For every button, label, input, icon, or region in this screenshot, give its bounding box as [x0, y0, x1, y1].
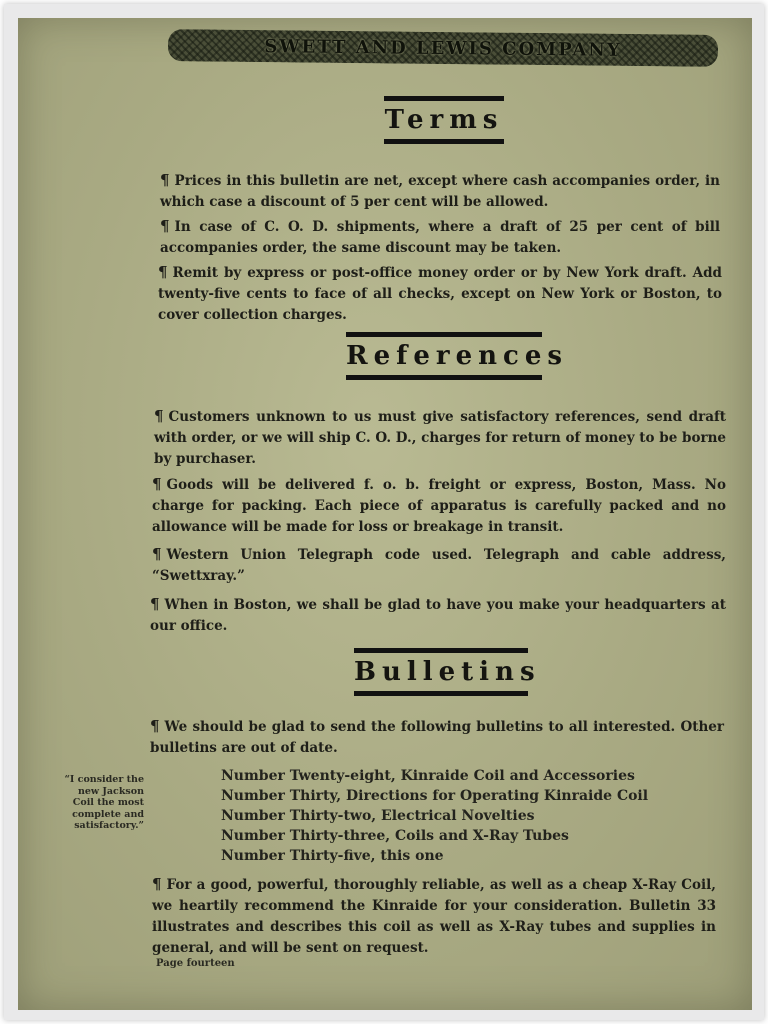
list-item: Number Thirty-five, this one — [221, 848, 444, 864]
company-name: SWETT AND LEWIS COMPANY — [264, 35, 622, 61]
list-item: Number Thirty-two, Electrical Novelties — [221, 808, 535, 824]
bulletins-heading-block — [354, 648, 541, 696]
paragraph-mark-icon: ¶ — [154, 407, 164, 425]
references-heading: References — [346, 341, 569, 371]
bulletins-closing: ¶ For a good, powerful, thoroughly reliable, as well as a cheap X-Ray Coil, we heartily recommend the Kinraide for your consideration. Bulletin 33 illustrates and describes this coil as well as X-Ray tubes and supplies in general, and will be sent on request. — [152, 875, 716, 956]
paragraph-mark-icon: ¶ — [160, 171, 170, 189]
catalog-page — [18, 18, 752, 1010]
company-banner — [168, 29, 718, 67]
terms-paragraph-1: ¶ Prices in this bulletin are net, except where cash accompanies order, in which case a discount of 5 per cent will be allowed. — [160, 171, 720, 210]
references-heading-block — [346, 332, 569, 380]
paragraph-mark-icon: ¶ — [152, 875, 162, 893]
paragraph-mark-icon: ¶ — [152, 545, 162, 563]
rule-bottom — [354, 691, 528, 696]
paragraph-mark-icon: ¶ — [158, 263, 168, 281]
terms-paragraph-3: ¶ Remit by express or post-office money order or by New York draft. Add twenty-five cents to face of all checks, except on New York or Boston, to cover collection charges. — [158, 263, 722, 323]
bulletins-heading: Bulletins — [354, 657, 541, 687]
photo-frame — [4, 4, 764, 1020]
paragraph-mark-icon: ¶ — [150, 595, 160, 613]
references-paragraph-4: ¶ When in Boston, we shall be glad to have you make your headquarters at our office. — [150, 595, 726, 634]
terms-heading: Terms — [384, 105, 504, 135]
terms-heading-block — [384, 96, 504, 144]
bulletins-intro: ¶ We should be glad to send the following bulletins to all interested. Other bulletins are out of date. — [150, 717, 724, 756]
list-item: Number Thirty, Directions for Operating Kinraide Coil — [221, 788, 649, 804]
list-item: Number Thirty-three, Coils and X-Ray Tubes — [221, 828, 569, 844]
margin-quote: “I consider the new Jackson Coil the most complete and satisfactory.” — [64, 774, 144, 831]
paragraph-mark-icon: ¶ — [152, 475, 162, 493]
paragraph-mark-icon: ¶ — [160, 217, 170, 235]
rule-bottom — [384, 139, 504, 144]
references-paragraph-2: ¶ Goods will be delivered f. o. b. freight or express, Boston, Mass. No charge for packing. Each piece of apparatus is carefully packed and no allowance will be made for loss or breakage in transit. — [152, 475, 726, 535]
bulletin-list — [221, 766, 681, 866]
references-paragraph-1: ¶ Customers unknown to us must give satisfactory references, send draft with order, or we will ship C. O. D., charges for return of money to be borne by purchaser. — [154, 407, 726, 467]
rule-bottom — [346, 375, 542, 380]
page-number: Page fourteen — [156, 958, 235, 969]
terms-paragraph-2: ¶ In case of C. O. D. shipments, where a draft of 25 per cent of bill accompanies order, the same discount may be taken. — [160, 217, 720, 256]
list-item: Number Twenty-eight, Kinraide Coil and Accessories — [221, 768, 635, 784]
paragraph-mark-icon: ¶ — [150, 717, 160, 735]
references-paragraph-3: ¶ Western Union Telegraph code used. Telegraph and cable address, “Swettxray.” — [152, 545, 726, 584]
